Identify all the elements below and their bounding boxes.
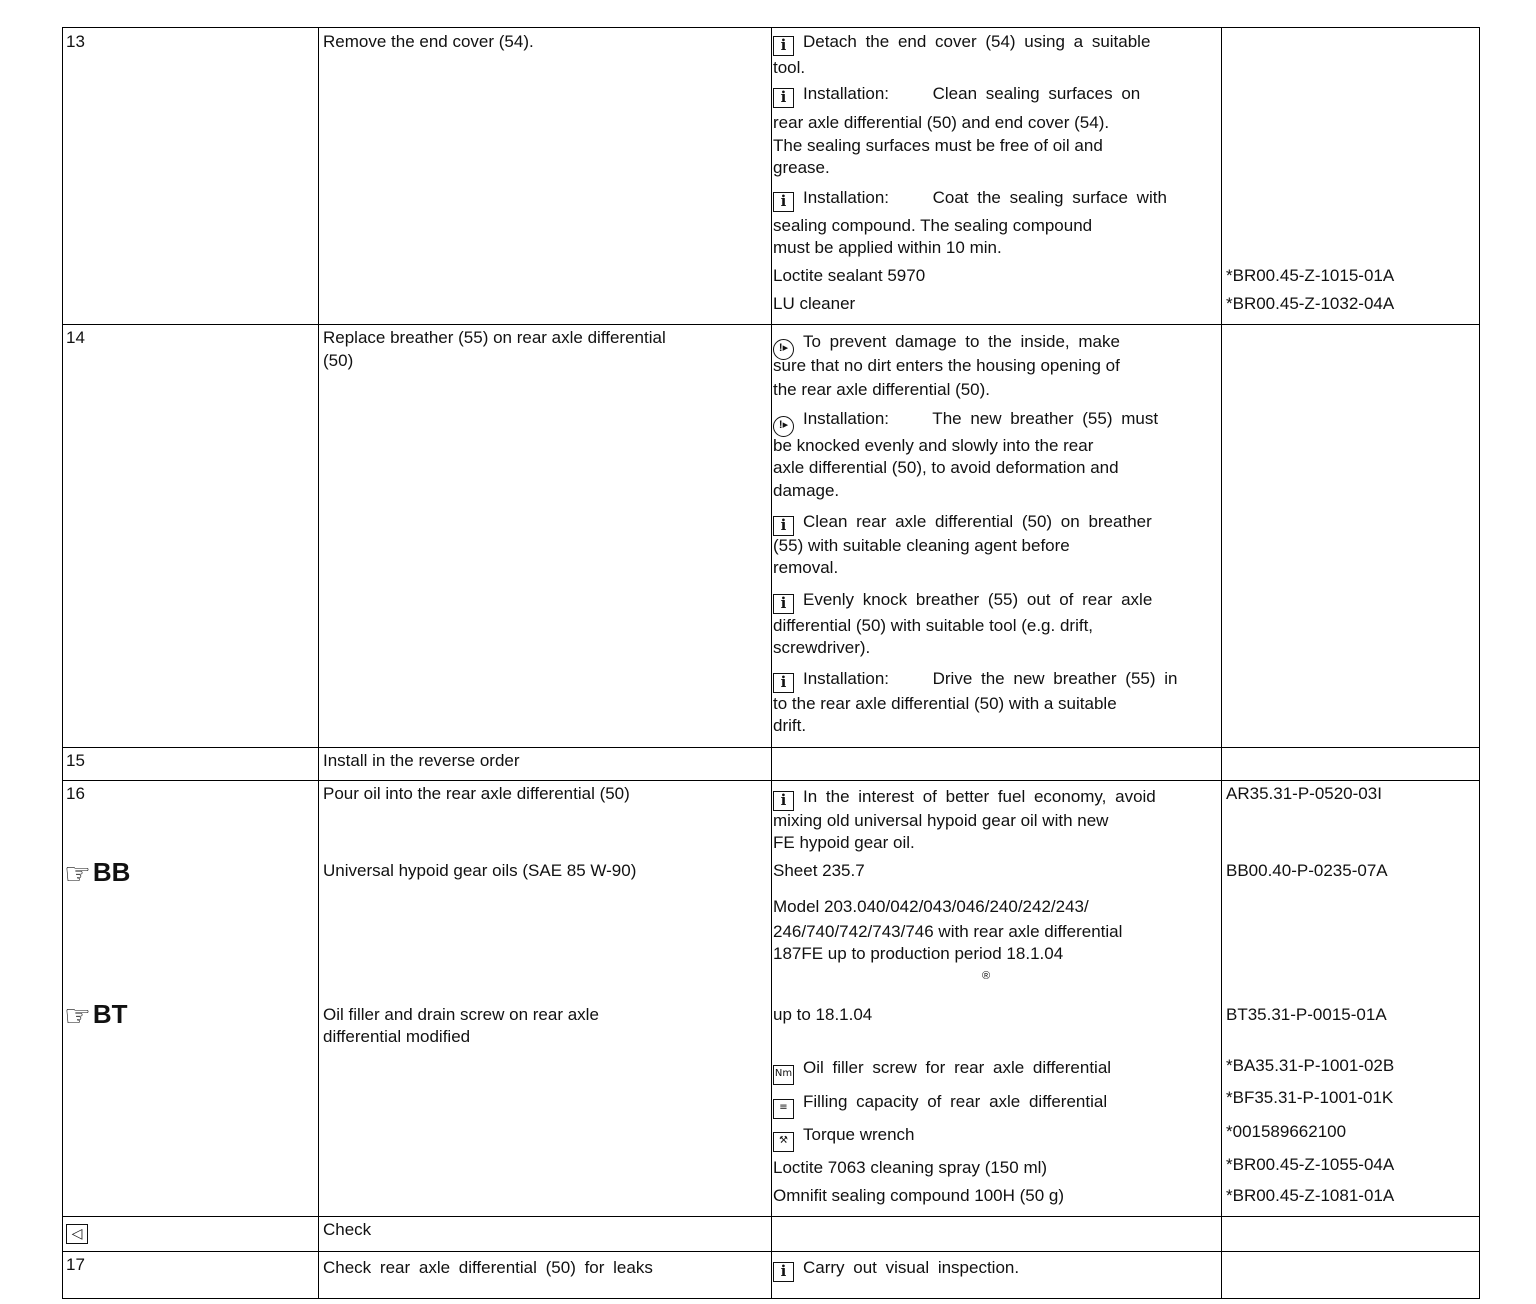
note-line: screwdriver).: [773, 638, 871, 657]
info-icon: i: [773, 594, 794, 614]
note-line: sure that no dirt enters the housing opening of: [773, 356, 1120, 375]
row-divider: [62, 1251, 1480, 1252]
note-line: i In the interest of better fuel economy, avoid: [773, 786, 1156, 811]
table-border-right: [1479, 27, 1480, 1299]
pointing-hand-icon: ☞: [64, 858, 91, 891]
material-ref: *BR00.45-Z-1015-01A: [1226, 266, 1395, 285]
step-action: Oil filler and drain screw on rear axle: [323, 1005, 599, 1024]
step-number: 16: [66, 784, 85, 803]
info-icon: i: [773, 36, 794, 56]
step-number: 15: [66, 751, 85, 770]
spec-item: ⚒ Torque wrench: [773, 1124, 915, 1152]
document-ref: *001589662100: [1226, 1122, 1347, 1141]
table-border-left: [62, 27, 63, 1299]
note-line: must be applied within 10 min.: [773, 238, 1002, 257]
step-action: Check rear axle differential (50) for leaks: [323, 1258, 653, 1277]
note-line: i Detach the end cover (54) using a suitable: [773, 31, 1150, 56]
note-line: (55) with suitable cleaning agent before: [773, 536, 1070, 555]
note-line: up to 18.1.04: [773, 1005, 873, 1024]
info-icon: i: [773, 516, 794, 536]
step-number: 17: [66, 1255, 85, 1274]
note-line: rear axle differential (50) and end cover (54).: [773, 113, 1110, 132]
material-name: Loctite sealant 5970: [773, 266, 926, 285]
note-line: i Carry out visual inspection.: [773, 1257, 1019, 1282]
note-line: i Evenly knock breather (55) out of rear axle: [773, 589, 1152, 614]
ref-link-bt[interactable]: ☞BT: [64, 999, 128, 1033]
document-ref: BT35.31-P-0015-01A: [1226, 1005, 1387, 1024]
column-divider: [771, 27, 772, 1299]
row-divider: [62, 780, 1480, 781]
spec-item: Loctite 7063 cleaning spray (150 ml): [773, 1158, 1048, 1177]
row-divider: [62, 1216, 1480, 1217]
note-line: removal.: [773, 558, 839, 577]
note-line: 187FE up to production period 18.1.04: [773, 944, 1064, 963]
procedure-table: [62, 27, 1480, 1299]
step-action: Replace breather (55) on rear axle differential: [323, 328, 666, 347]
note-line: i Installation: Coat the sealing surface with: [773, 187, 1167, 212]
note-line: Model 203.040/042/043/046/240/242/243/: [773, 897, 1089, 916]
caution-icon: !▸: [773, 416, 794, 437]
spec-item: Nm Oil filler screw for rear axle differential: [773, 1057, 1111, 1085]
column-divider: [318, 27, 319, 1299]
note-line: !▸ Installation: The new breather (55) must: [773, 408, 1158, 437]
note-line: mixing old universal hypoid gear oil with new: [773, 811, 1109, 830]
ref-link-bb[interactable]: ☞BB: [64, 857, 131, 891]
material-name: LU cleaner: [773, 294, 856, 313]
registered-mark: ®: [982, 970, 991, 982]
info-icon: i: [773, 192, 794, 212]
material-ref: *BR00.45-Z-1032-04A: [1226, 294, 1395, 313]
spec-item: ≡ Filling capacity of rear axle differential: [773, 1091, 1107, 1119]
note-line: the rear axle differential (50).: [773, 380, 991, 399]
column-divider: [1221, 27, 1222, 1299]
note-line: axle differential (50), to avoid deformation and: [773, 458, 1119, 477]
info-icon: i: [773, 673, 794, 693]
row-divider: [62, 324, 1480, 325]
document-ref: *BA35.31-P-1001-02B: [1226, 1056, 1395, 1075]
pointing-hand-icon: ☞: [64, 1000, 91, 1033]
caution-icon: !▸: [773, 339, 794, 360]
row-divider: [62, 27, 1480, 28]
note-line: i Installation: Drive the new breather (55) in: [773, 668, 1178, 693]
note-line: drift.: [773, 716, 807, 735]
info-icon: i: [773, 1262, 794, 1282]
note-line: tool.: [773, 58, 806, 77]
note-line: !▸ To prevent damage to the inside, make: [773, 331, 1120, 360]
note-line: i Clean rear axle differential (50) on breather: [773, 511, 1152, 536]
document-ref: BB00.40-P-0235-07A: [1226, 861, 1388, 880]
note-line: i Installation: Clean sealing surfaces on: [773, 83, 1140, 108]
row-divider: [62, 747, 1480, 748]
document-ref: *BF35.31-P-1001-01K: [1226, 1088, 1394, 1107]
step-action: Universal hypoid gear oils (SAE 85 W-90): [323, 861, 637, 880]
step-action: Pour oil into the rear axle differential (50): [323, 784, 630, 803]
step-action: Install in the reverse order: [323, 751, 520, 770]
document-ref: *BR00.45-Z-1081-01A: [1226, 1186, 1395, 1205]
note-line: FE hypoid gear oil.: [773, 833, 915, 852]
filling-capacity-icon: ≡: [773, 1099, 794, 1119]
step-action: differential modified: [323, 1027, 471, 1046]
note-line: grease.: [773, 158, 830, 177]
note-line: to the rear axle differential (50) with a suitable: [773, 694, 1117, 713]
row-divider: [62, 1298, 1480, 1299]
step-number: 13: [66, 32, 85, 51]
note-line: The sealing surfaces must be free of oil and: [773, 136, 1103, 155]
note-line: sealing compound. The sealing compound: [773, 216, 1093, 235]
step-number: 14: [66, 328, 85, 347]
info-icon: i: [773, 791, 794, 811]
check-icon: ◁: [66, 1219, 88, 1244]
note-line: damage.: [773, 481, 840, 500]
torque-wrench-icon: ⚒: [773, 1132, 794, 1152]
step-action: (50): [323, 351, 354, 370]
document-ref: AR35.31-P-0520-03I: [1226, 784, 1382, 803]
document-ref: *BR00.45-Z-1055-04A: [1226, 1155, 1395, 1174]
torque-nm-icon: Nm: [773, 1065, 794, 1085]
spec-item: Omnifit sealing compound 100H (50 g): [773, 1186, 1065, 1205]
step-action: Remove the end cover (54).: [323, 32, 534, 51]
note-line: 246/740/742/743/746 with rear axle differential: [773, 922, 1123, 941]
note-line: differential (50) with suitable tool (e.g. drift,: [773, 616, 1094, 635]
info-icon: i: [773, 88, 794, 108]
step-action: Check: [323, 1220, 372, 1239]
note-line: be knocked evenly and slowly into the rear: [773, 436, 1094, 455]
sheet-ref: Sheet 235.7: [773, 861, 865, 880]
